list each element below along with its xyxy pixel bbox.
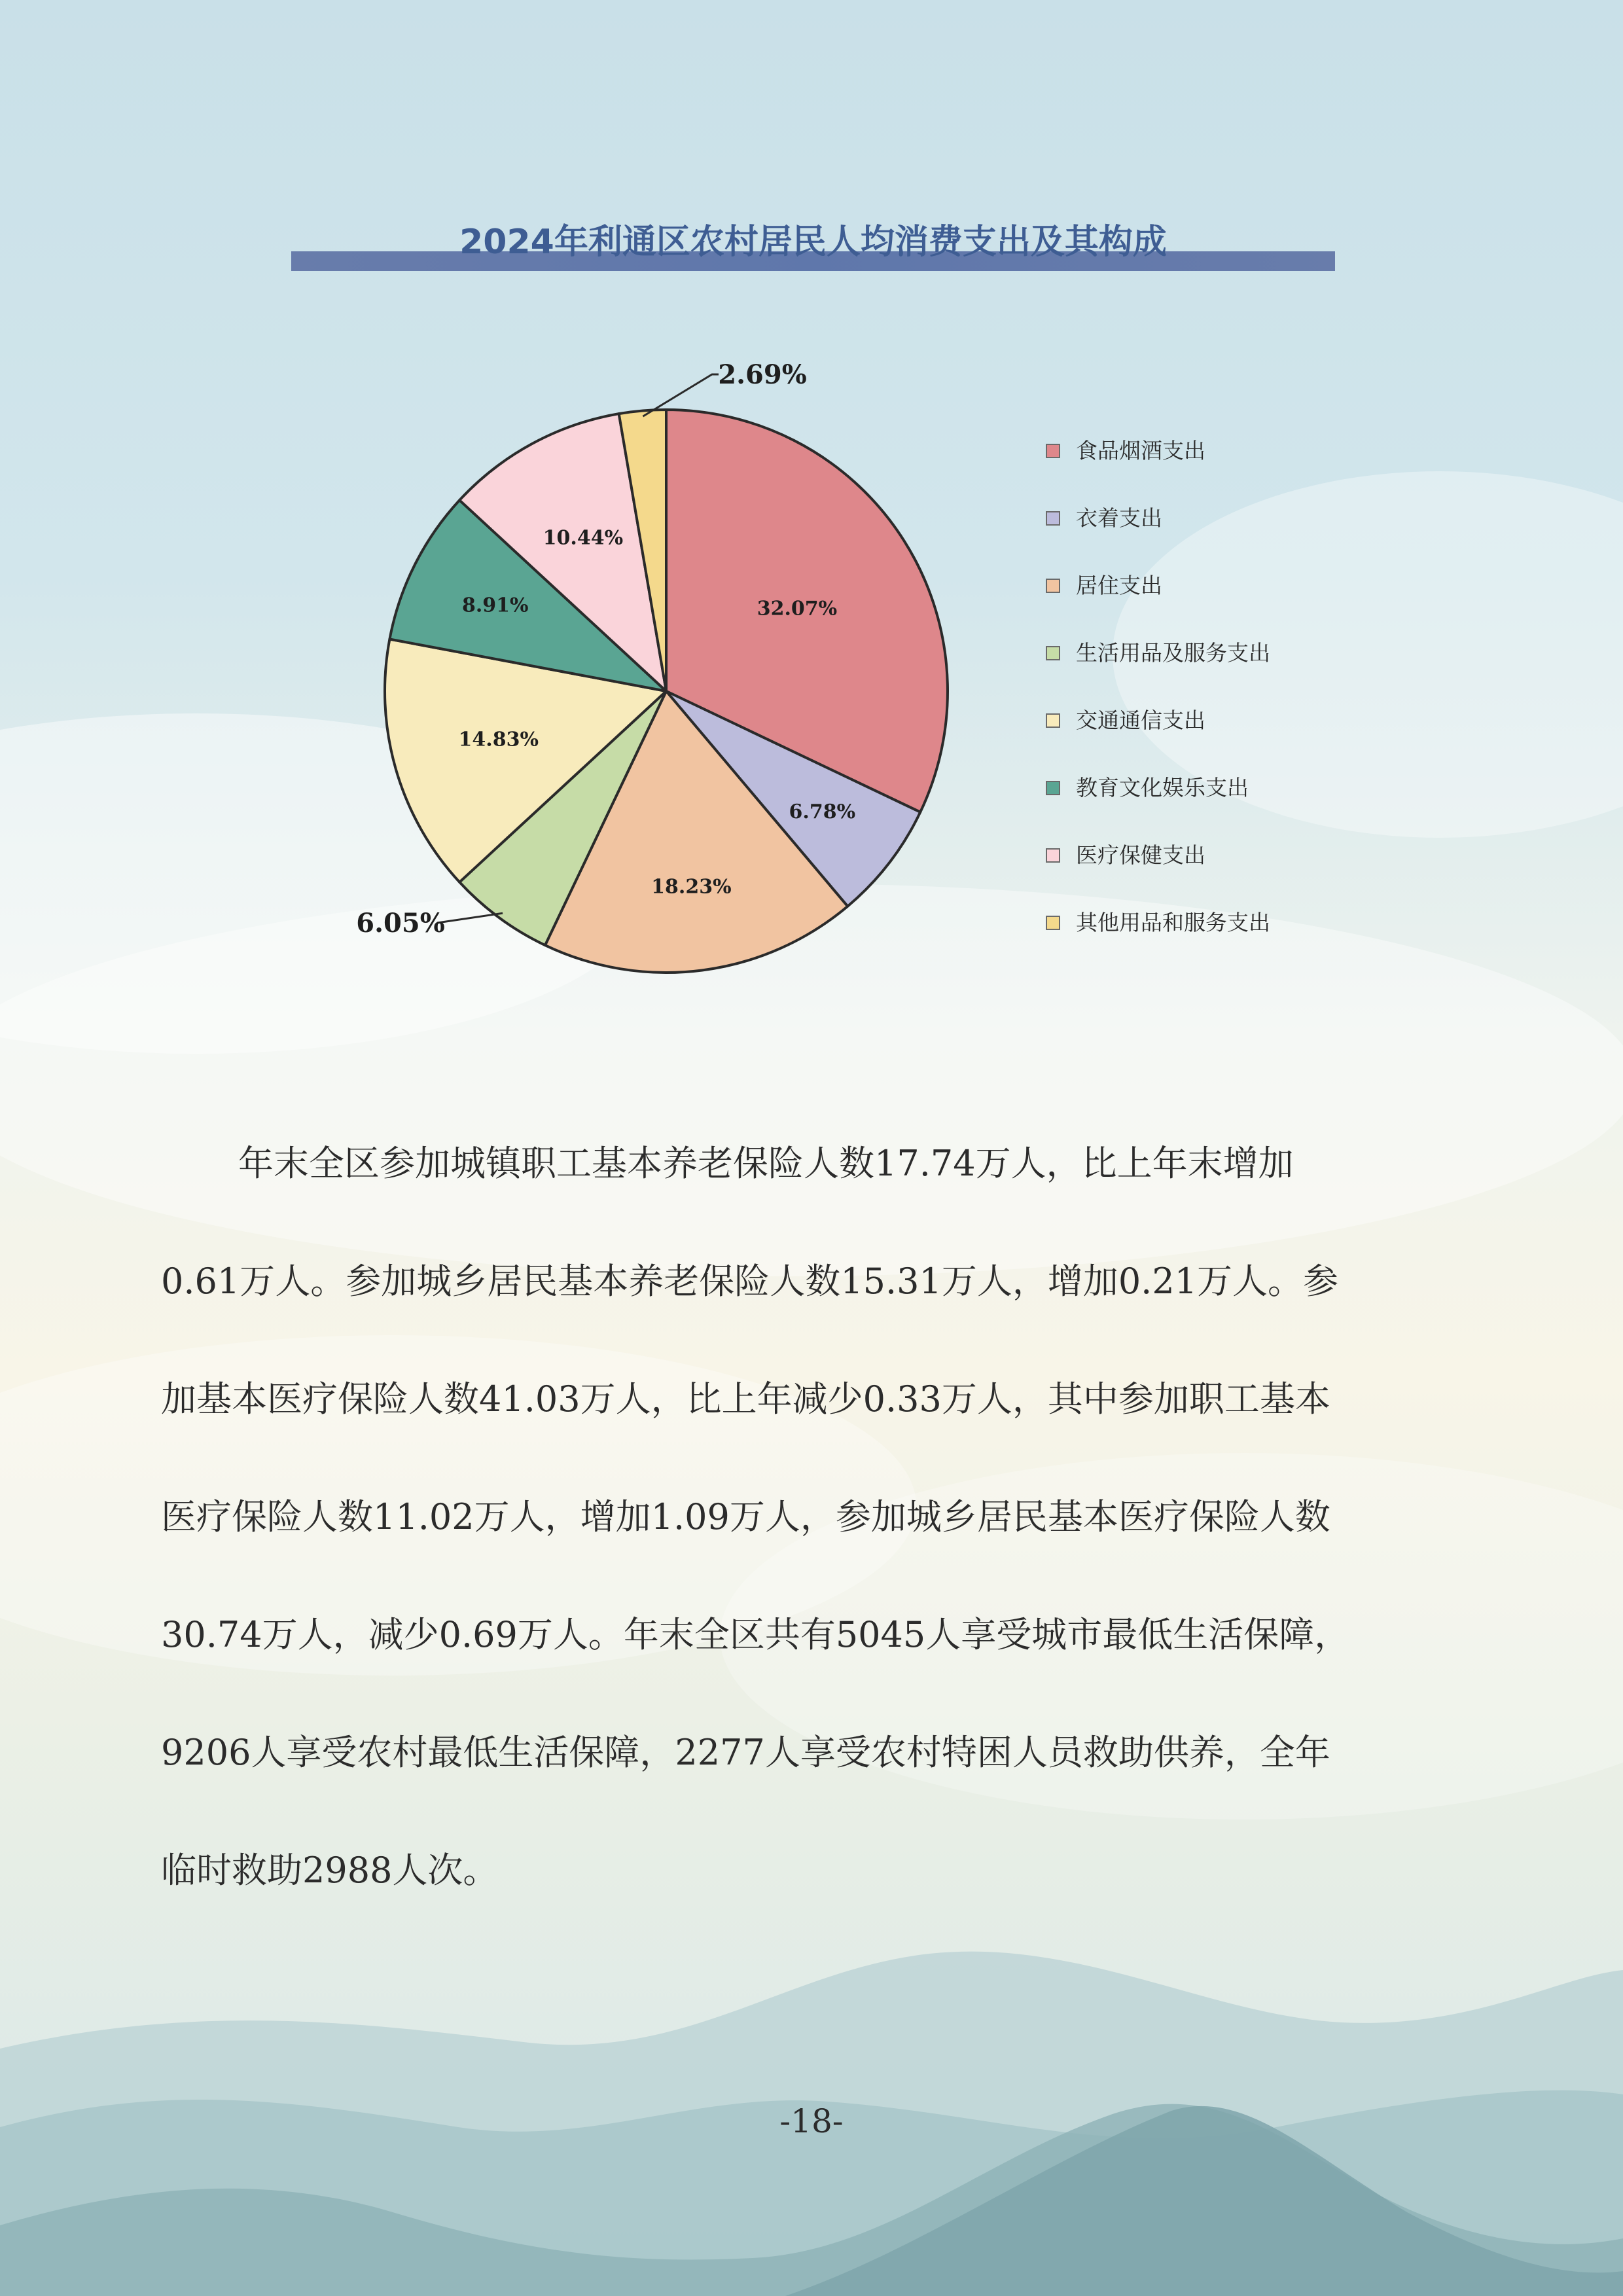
paragraph-line-5: 30.74万人，减少0.69万人。年末全区共有5045人享受城市最低生活保障， — [161, 1614, 1350, 1655]
chart-title: 2024年利通区农村居民人均消费支出及其构成 — [459, 223, 1167, 262]
paragraph-line-6: 9206人享受农村最低生活保障，2277人享受农村特困人员救助供养，全年 — [161, 1732, 1330, 1773]
paragraph-line-2: 0.61万人。参加城乡居民基本养老保险人数15.31万人，增加0.21万人。参 — [161, 1261, 1339, 1302]
slice-label-4: 6.05% — [356, 908, 445, 939]
slice-label-3: 18.23% — [651, 875, 732, 899]
legend-swatch-2 — [1046, 511, 1060, 526]
legend-swatch-8 — [1046, 916, 1060, 930]
slice-label-6: 8.91% — [461, 594, 529, 617]
legend-swatch-7 — [1046, 848, 1060, 863]
legend-label-3: 居住支出 — [1076, 573, 1162, 598]
slice-label-1: 32.07% — [757, 597, 838, 620]
slice-label-5: 14.83% — [458, 728, 539, 751]
slice-label-2: 6.78% — [789, 800, 856, 823]
page-number: -18- — [779, 2102, 844, 2140]
legend-label-5: 交通通信支出 — [1076, 708, 1205, 733]
legend-swatch-1 — [1046, 444, 1060, 458]
slice-label-8: 2.69% — [718, 359, 807, 390]
legend-label-6: 教育文化娱乐支出 — [1076, 775, 1249, 800]
legend-swatch-3 — [1046, 579, 1060, 593]
paragraph-line-3: 加基本医疗保险人数41.03万人，比上年减少0.33万人，其中参加职工基本 — [161, 1378, 1330, 1420]
legend-swatch-6 — [1046, 781, 1060, 795]
paragraph-line-4: 医疗保险人数11.02万人，增加1.09万人，参加城乡居民基本医疗保险人数 — [161, 1496, 1330, 1537]
paragraph-line-1: 年末全区参加城镇职工基本养老保险人数17.74万人，比上年末增加 — [238, 1143, 1294, 1184]
legend-label-2: 衣着支出 — [1076, 505, 1162, 531]
leader-line-4 — [437, 913, 503, 923]
slice-label-7: 10.44% — [543, 526, 624, 550]
legend-label-8: 其他用品和服务支出 — [1076, 910, 1270, 935]
legend-label-4: 生活用品及服务支出 — [1076, 640, 1270, 666]
legend-swatch-5 — [1046, 713, 1060, 728]
legend-label-7: 医疗保健支出 — [1076, 842, 1205, 868]
legend-swatch-4 — [1046, 646, 1060, 660]
paragraph-line-7: 临时救助2988人次。 — [161, 1850, 499, 1891]
legend-label-1: 食品烟酒支出 — [1076, 438, 1205, 463]
